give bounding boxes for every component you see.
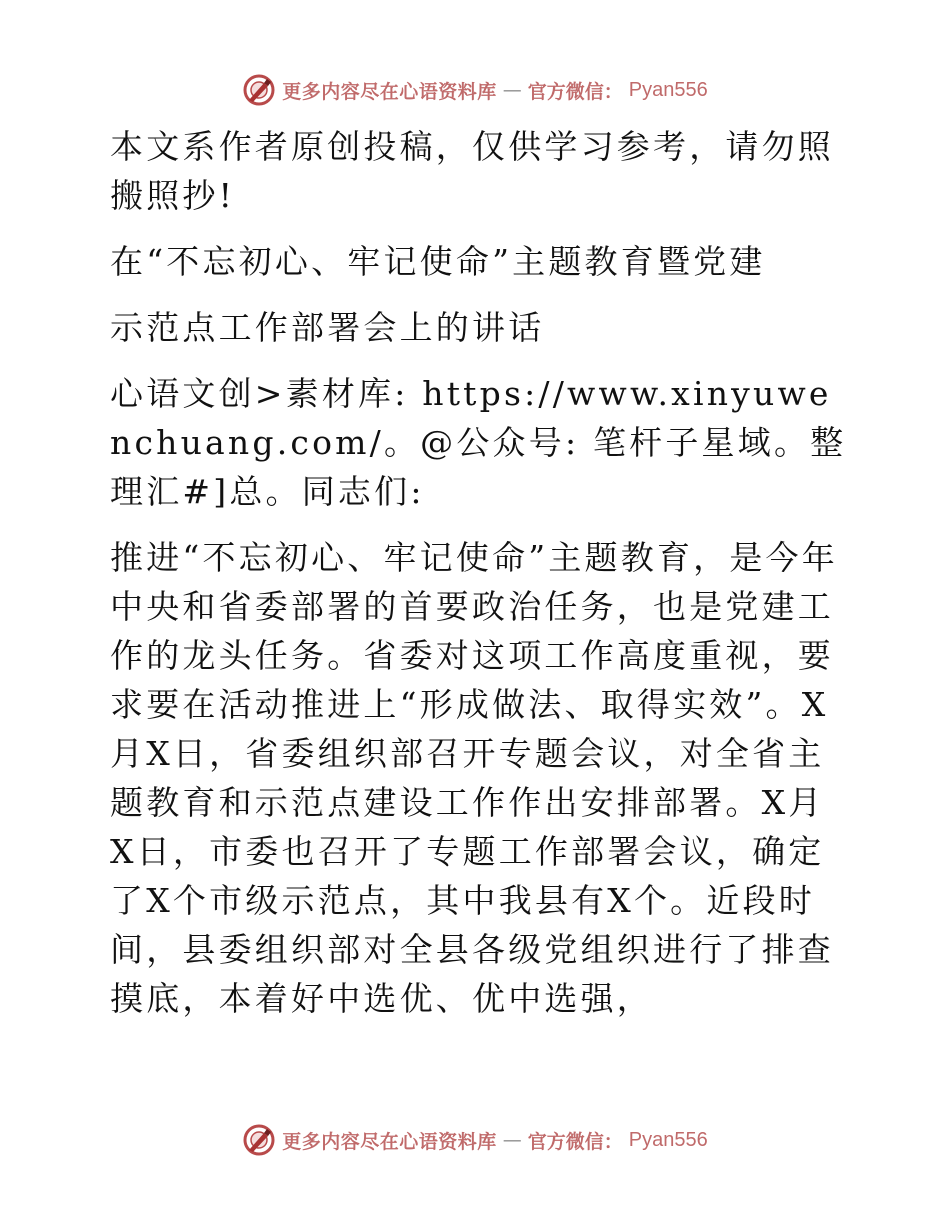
body-paragraph: 推进“不忘初心、牢记使命”主题教育，是今年中央和省委部署的首要政治任务，也是党建工作的龙头任务。省委对这项工作高度重视，要求要在活动推进上“形成做法、取得实效”。X月X日，省委组织部召开专题会议，对全省主题教育和示范点建设工作作出安排部署。X月X日，市委也召开了专题工作部署会议，确定了X个市级示范点，其中我县有X个。近段时间，县委组织部对全县各级党组织进行了排查摸底，本着好中选优、优中选强， — [110, 538, 838, 1018]
header-banner-wechat-id: Pyan556 — [628, 78, 708, 101]
title-line-1: 在“不忘初心、牢记使命”主题教育暨党建 — [110, 242, 766, 281]
document-body — [98, 122, 850, 1023]
footer-banner-wechat-label: 官方微信： — [527, 1130, 623, 1153]
header-banner-wechat-label: 官方微信： — [527, 80, 623, 103]
title-line-2: 示范点工作部署会上的讲话 — [110, 308, 545, 347]
footer-banner-wechat-id: Pyan556 — [628, 1128, 708, 1151]
footer-banner-text: 更多内容尽在心语资料库 — [282, 1130, 497, 1153]
header-banner — [0, 70, 950, 110]
source-paragraph: 心语文创>素材库: https://www.xinyuwenchuang.com/。@公众号: 笔杆子星域。整理汇#]总。同志们: — [110, 374, 847, 511]
footer-banner — [0, 1120, 950, 1160]
footer-banner-inner — [242, 1123, 708, 1157]
header-banner-separator: — — [502, 79, 522, 101]
header-banner-inner — [242, 73, 708, 107]
header-banner-text: 更多内容尽在心语资料库 — [282, 80, 497, 103]
intro-paragraph: 本文系作者原创投稿，仅供学习参考，请勿照搬照抄! — [110, 127, 834, 215]
pen-circle-logo-icon — [242, 73, 276, 107]
pen-circle-logo-icon — [242, 1123, 276, 1157]
footer-banner-separator: — — [502, 1129, 522, 1151]
